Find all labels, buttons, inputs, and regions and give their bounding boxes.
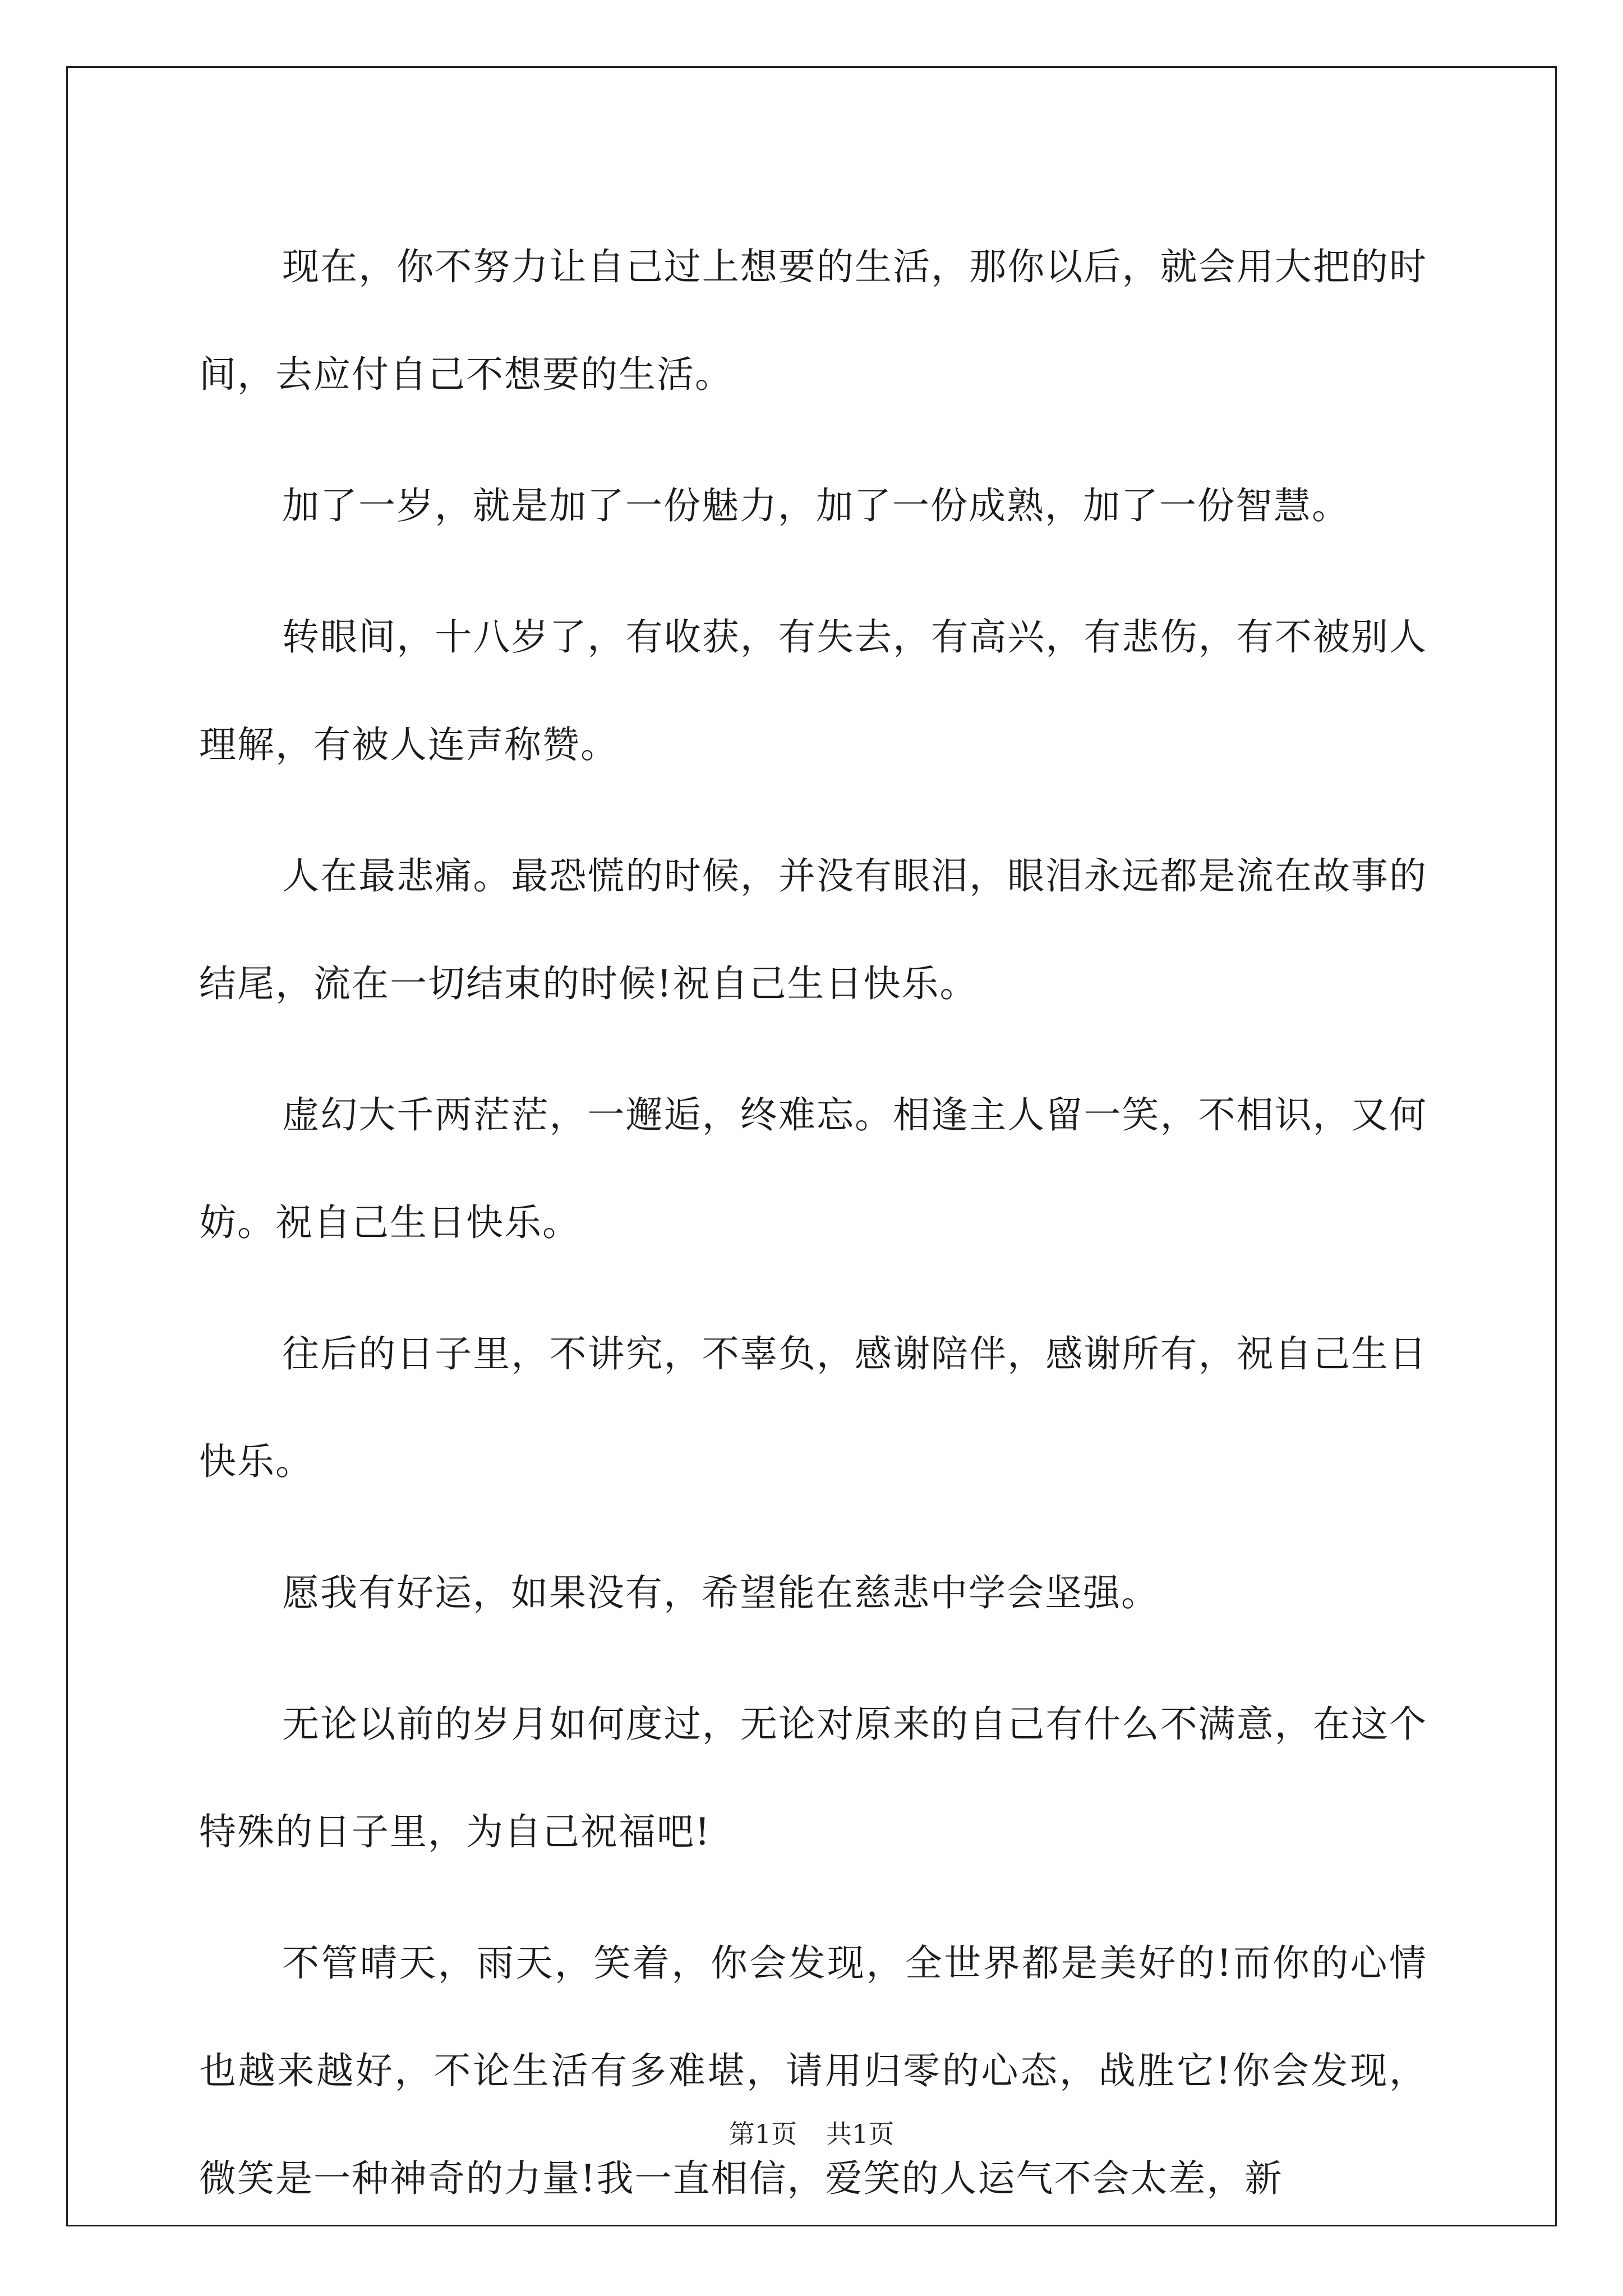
paragraph: 无论以前的岁月如何度过，无论对原来的自己有什么不满意，在这个特殊的日子里，为自己祝福吧! — [199, 1703, 1427, 1853]
paragraph: 转眼间，十八岁了，有收获，有失去，有高兴，有悲伤，有不被别人理解，有被人连声称赞。 — [199, 615, 1427, 766]
paragraph: 虚幻大千两茫茫，一邂逅，终难忘。相逢主人留一笑，不相识，又何妨。祝自己生日快乐。 — [199, 1093, 1427, 1244]
paragraph: 加了一岁，就是加了一份魅力，加了一份成熟，加了一份智慧。 — [282, 484, 1350, 527]
paragraph: 往后的日子里，不讲究，不辜负，感谢陪伴，感谢所有，祝自己生日快乐。 — [199, 1332, 1427, 1483]
page-total: 共1页 — [826, 2119, 895, 2149]
paragraph: 不管晴天，雨天，笑着，你会发现，全世界都是美好的!而你的心情也越来越好，不论生活有多难堪，请用归零的心态，战胜它!你会发现，微笑是一种神奇的力量!我一直相信，爱笑的人运气不会太差，新 — [199, 1941, 1427, 2200]
page-footer — [0, 2114, 1623, 2151]
paragraph: 现在，你不努力让自己过上想要的生活，那你以后，就会用大把的时间，去应付自己不想要的生活。 — [199, 245, 1427, 396]
paragraph: 人在最悲痛。最恐慌的时候，并没有眼泪，眼泪永远都是流在故事的结尾，流在一切结束的时候!祝自己生日快乐。 — [199, 854, 1427, 1005]
paragraph: 愿我有好运，如果没有，希望能在慈悲中学会坚强。 — [282, 1571, 1159, 1614]
page-number: 第1页 — [728, 2119, 797, 2149]
document-body — [199, 213, 1427, 2256]
